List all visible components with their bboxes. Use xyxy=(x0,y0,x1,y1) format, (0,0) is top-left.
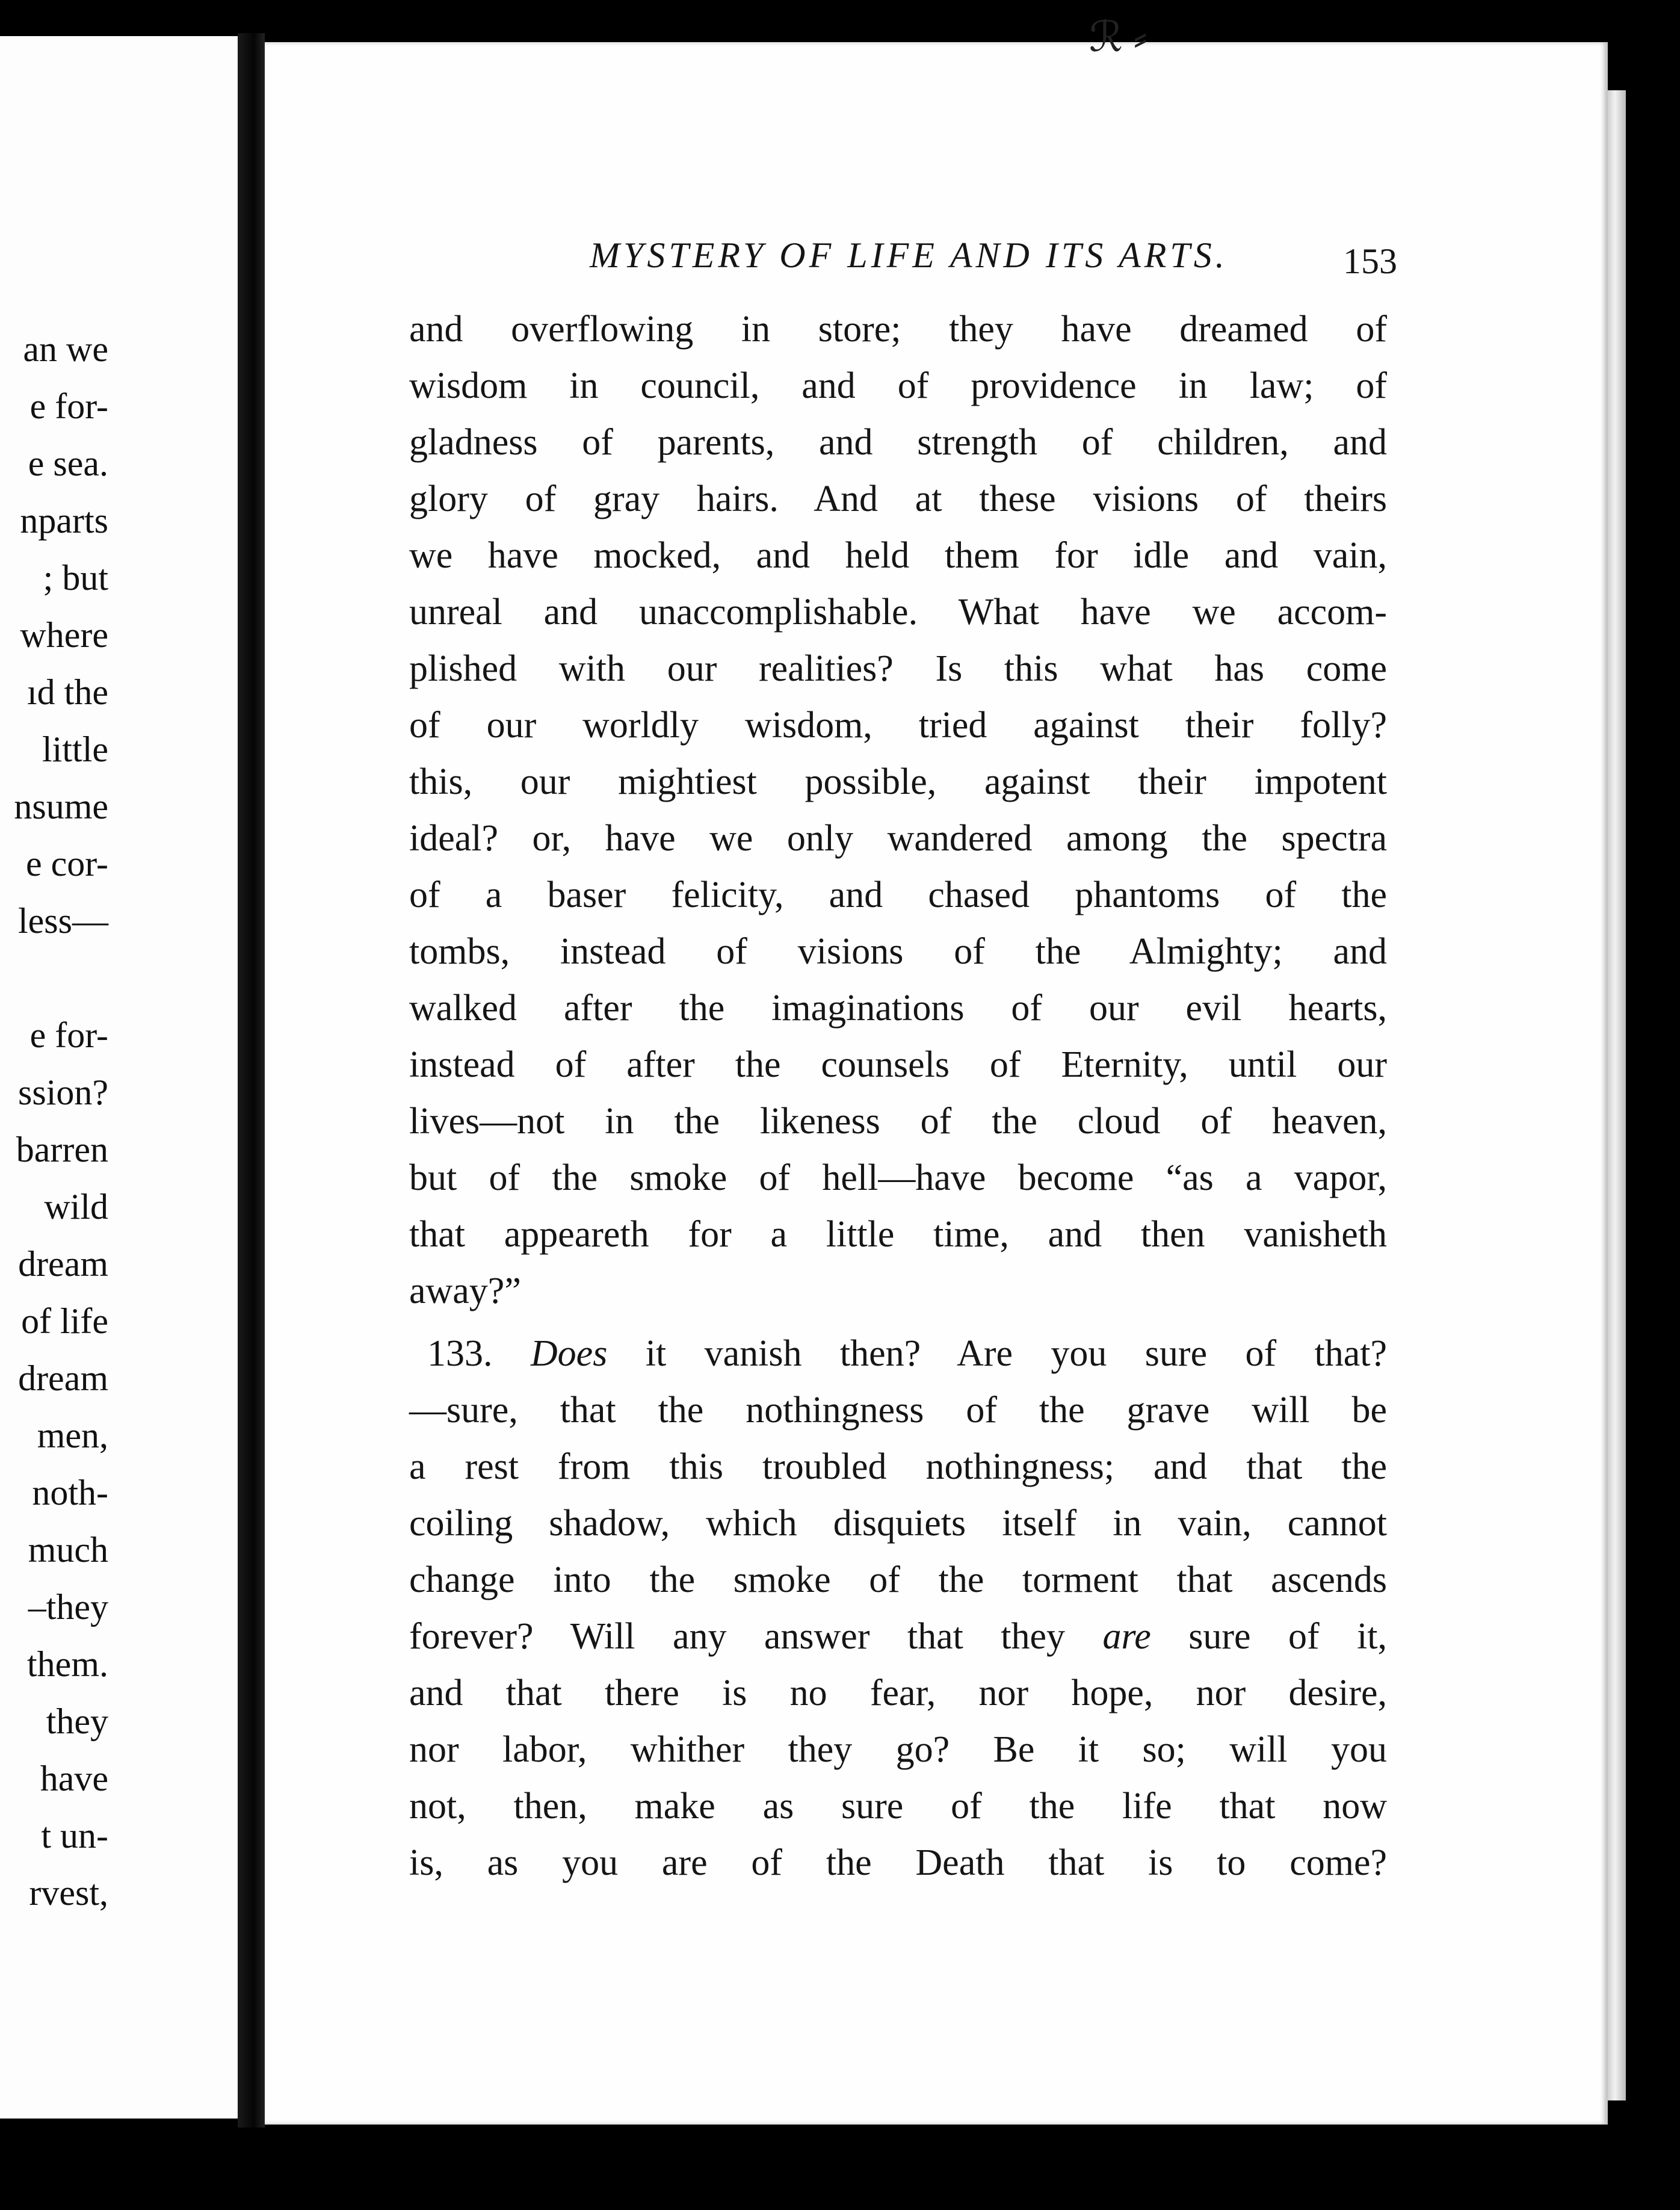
text-line: we have mocked, and held them for idle and vain, xyxy=(409,535,1387,576)
text-line: is, as you are of the Death that is to come? xyxy=(409,1842,1387,1883)
text-fragment: sure of it, xyxy=(1188,1616,1388,1657)
left-line: much xyxy=(28,1530,108,1570)
text-line xyxy=(409,1325,1387,1382)
text-line: unreal and unaccomplishable. What have we accom- xyxy=(409,592,1387,633)
text-line: plished with our realities? Is this what has come xyxy=(409,648,1387,689)
text-fragment: it vanish then? Are you sure of that? xyxy=(645,1333,1388,1374)
left-line: little xyxy=(42,729,108,769)
left-line: have xyxy=(40,1759,108,1798)
left-line: wild xyxy=(44,1187,108,1227)
text-line: away?” xyxy=(409,1271,521,1311)
left-line: less— xyxy=(18,901,108,941)
text-line: instead of after the counsels of Eternity, until our xyxy=(409,1044,1387,1085)
text-line: a rest from this troubled nothingness; and that the xyxy=(409,1446,1387,1487)
left-line: dream xyxy=(18,1244,108,1284)
left-line: ıd the xyxy=(27,672,108,712)
running-head: MYSTERY OF LIFE AND ITS ARTS. xyxy=(590,235,1228,275)
left-line: them. xyxy=(27,1644,108,1684)
left-line: e for- xyxy=(29,386,108,426)
left-line: ; but xyxy=(43,558,108,598)
text-line: ideal? or, have we only wandered among the spectra xyxy=(409,818,1387,859)
left-line: where xyxy=(20,615,108,655)
left-line: ssion? xyxy=(18,1072,108,1112)
body-text xyxy=(409,301,1387,1891)
page-edge xyxy=(1608,90,1626,2100)
text-line: gladness of parents, and strength of children, and xyxy=(409,422,1387,463)
handwritten-ink-mark: ℛ ⸗ xyxy=(1089,14,1147,61)
text-line: wisdom in council, and of providence in law; of xyxy=(409,365,1387,406)
text-line: of a baser felicity, and chased phantoms of the xyxy=(409,874,1387,915)
left-line: rvest, xyxy=(29,1873,108,1913)
text-line: coiling shadow, which disquiets itself in vain, cannot xyxy=(409,1503,1387,1544)
left-line: e cor- xyxy=(25,844,108,884)
left-line: men, xyxy=(37,1416,108,1455)
paragraph-1 xyxy=(409,301,1387,1319)
text-line: but of the smoke of hell—have become “as a vapor, xyxy=(409,1157,1387,1198)
text-line: and overflowing in store; they have dreamed of xyxy=(409,309,1387,350)
text-line: not, then, make as sure of the life that now xyxy=(409,1786,1387,1827)
emphasized-word: Does xyxy=(530,1333,608,1374)
left-line: noth- xyxy=(32,1473,108,1512)
left-line: e for- xyxy=(29,1015,108,1055)
left-line: nsume xyxy=(14,787,108,826)
text-line: this, our mightiest possible, against their impotent xyxy=(409,761,1387,802)
left-line: t un- xyxy=(41,1816,108,1856)
left-line: barren xyxy=(16,1130,108,1169)
left-line: e sea. xyxy=(28,444,108,483)
text-line xyxy=(409,1608,1387,1665)
left-line: of life xyxy=(21,1301,108,1341)
left-line: dream xyxy=(18,1358,108,1398)
text-line: that appeareth for a little time, and then vanisheth xyxy=(409,1214,1387,1255)
text-line: and that there is no fear, nor hope, nor desire, xyxy=(409,1673,1387,1713)
book-gutter xyxy=(238,33,265,2128)
section-number: 133. xyxy=(427,1333,493,1374)
left-line: an we xyxy=(23,329,108,369)
text-line: nor labor, whither they go? Be it so; will you xyxy=(409,1729,1387,1770)
text-line: glory of gray hairs. And at these visions of theirs xyxy=(409,478,1387,519)
left-line: nparts xyxy=(20,501,108,540)
previous-page-fragment xyxy=(0,36,238,2119)
left-line: –they xyxy=(28,1587,108,1627)
text-line: of our worldly wisdom, tried against their folly? xyxy=(409,705,1387,746)
text-fragment: forever? Will any answer that they xyxy=(409,1616,1066,1657)
page-number: 153 xyxy=(1343,241,1397,281)
left-line: they xyxy=(46,1701,108,1741)
emphasized-word: are xyxy=(1102,1616,1151,1657)
text-line: tombs, instead of visions of the Almighty; and xyxy=(409,931,1387,972)
text-line: walked after the imaginations of our evil hearts, xyxy=(409,988,1387,1029)
text-line: change into the smoke of the torment that ascends xyxy=(409,1559,1387,1600)
text-line: —sure, that the nothingness of the grave will be xyxy=(409,1390,1387,1431)
text-line: lives—not in the likeness of the cloud of heaven, xyxy=(409,1101,1387,1142)
paragraph-133 xyxy=(409,1325,1387,1891)
